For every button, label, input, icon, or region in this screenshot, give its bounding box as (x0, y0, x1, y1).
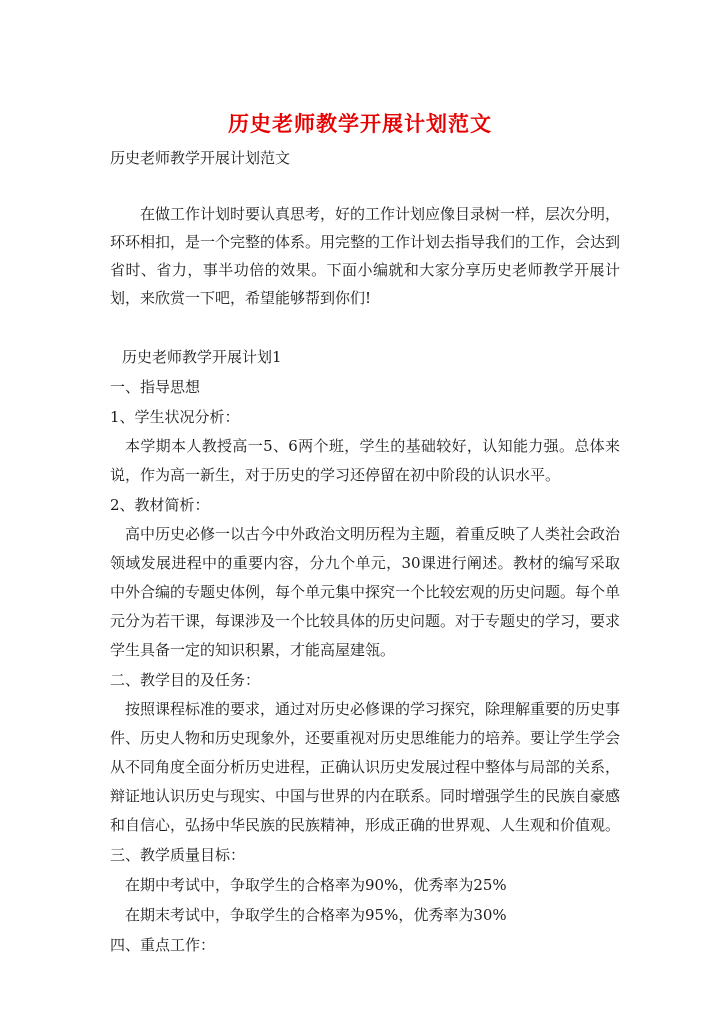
plan-body (110, 342, 620, 960)
item-heading-student-analysis: 1、学生状况分析： (110, 408, 240, 426)
final-goal: 在期末考试中，争取学生的合格率为95%，优秀率为30% (125, 906, 507, 924)
section-heading-guiding-thought: 一、指导思想 (110, 378, 201, 396)
section-heading-quality-goals: 三、教学质量目标： (110, 846, 246, 864)
midterm-goal: 在期中考试中，争取学生的合格率为90%，优秀率为25% (125, 876, 507, 894)
item-heading-textbook-analysis: 2、教材简析： (110, 496, 210, 514)
teaching-goals-paragraph: 按照课程标准的要求，通过对历史必修课的学习探究，除理解重要的历史事件、历史人物和历史现象外，还要重视对历史思维能力的培养。要让学生学会从不同角度全面分析历史进程，正确认识历史发展过程中整体与局部的关系，辩证地认识历史与现实、中国与世界的内在联系。同时增强学生的民族自豪感和自信心，弘扬中华民族的民族精神，形成正确的世界观、人生观和价值观。 (110, 700, 621, 834)
textbook-analysis-paragraph: 高中历史必修一以古今中外政治文明历程为主题，着重反映了人类社会政治领域发展进程中的重要内容，分九个单元，30课进行阐述。教材的编写采取中外合编的专题史体例，每个单元集中探究一个比较宏观的历史问题。每个单元分为若干课，每课涉及一个比较具体的历史问题。对于专题史的学习，要求学生具备一定的知识积累，才能高屋建瓴。 (110, 525, 621, 659)
document-title: 历史老师教学开展计划范文 (228, 112, 492, 136)
section-heading-teaching-goals: 二、教学目的及任务： (110, 671, 261, 689)
section-heading-key-work: 四、重点工作： (110, 936, 216, 954)
student-analysis-paragraph: 本学期本人教授高一5、6两个班，学生的基础较好，认知能力强。总体来说，作为高一新生，对于历史的学习还停留在初中阶段的认识水平。 (110, 437, 620, 484)
intro-paragraph: 在做工作计划时要认真思考，好的工作计划应像目录树一样，层次分明，环环相扣，是一个完整的体系。用完整的工作计划去指导我们的工作，会达到省时、省力，事半功倍的效果。下面小编就和大家分享历史老师教学开展计划，来欣赏一下吧，希望能够帮到你们! (110, 205, 621, 307)
document-subtitle: 历史老师教学开展计划范文 (110, 149, 291, 167)
plan-heading: 历史老师教学开展计划1 (122, 348, 282, 366)
